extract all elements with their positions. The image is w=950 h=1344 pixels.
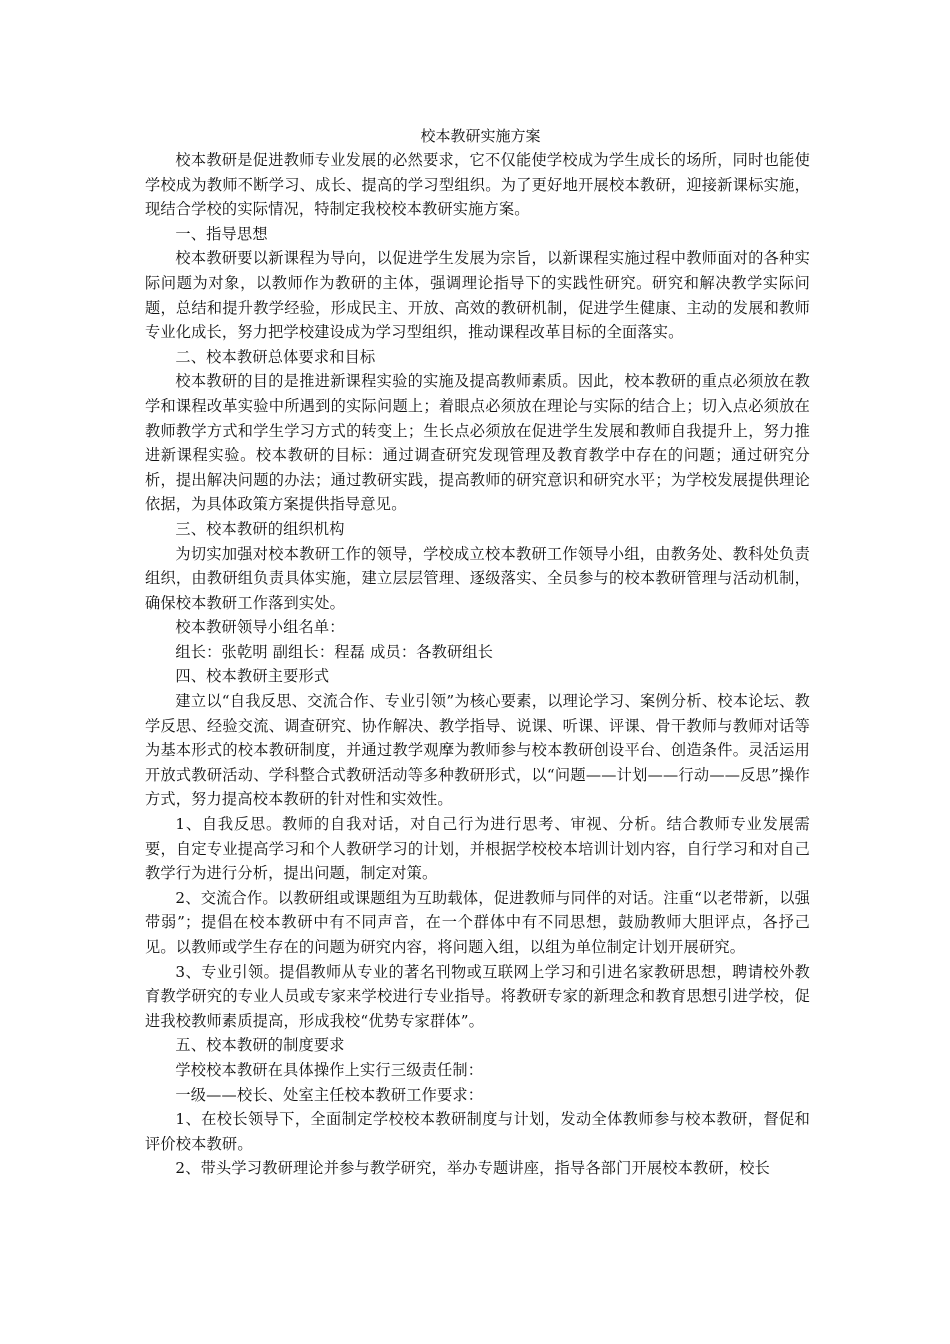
body-paragraph: 2、带头学习教研理论并参与教学研究，举办专题讲座，指导各部门开展校本教研，校长 [175,1159,770,1178]
document-title: 校本教研实施方案 [420,127,541,145]
section-heading: 校本教研领导小组名单： [175,618,345,637]
section-heading: 学校校本教研在具体操作上实行三级责任制： [175,1060,484,1079]
body-paragraph: 1、自我反思。教师的自我对话，对自己行为进行思考、审视、分析。结合教师专业发展需要，自定专业提高学习和个人教研学习的计划，并根据学校校本培训计划内容，自行学习和对自己教学行为进行分析，提出问题，制定对策。 [145,815,810,883]
body-paragraph: 校本教研是促进教师专业发展的必然要求，它不仅能使学校成为学生成长的场所，同时也能使学校成为教师不断学习、成长、提高的学习型组织。为了更好地开展校本教研，迎接新课标实施，现结合学校的实际情况，特制定我校校本教研实施方案。 [145,151,810,219]
body-paragraph: 1、在校长领导下，全面制定学校校本教研制度与计划，发动全体教师参与校本教研，督促和评价校本教研。 [145,1110,810,1153]
section-heading: 五、校本教研的制度要求 [175,1036,345,1055]
section-heading: 二、校本教研总体要求和目标 [175,347,376,366]
document-body [145,148,810,1181]
body-paragraph: 为切实加强对校本教研工作的领导，学校成立校本教研工作领导小组，由教务处、教科处负责组织，由教研组负责具体实施，建立层层管理、逐级落实、全员参与的校本教研管理与活动机制，确保校本教研工作落到实处。 [145,544,810,612]
section-heading: 四、校本教研主要形式 [175,667,330,686]
body-paragraph: 校本教研的目的是推进新课程实验的实施及提高教师素质。因此，校本教研的重点必须放在教学和课程改革实验中所遇到的实际问题上；着眼点必须放在理论与实际的结合上；切入点必须放在教师教学方式和学生学习方式的转变上；生长点必须放在促进学生发展和教师自我提升上，努力推进新课程实验。校本教研的目标：通过调查研究发现管理及教育教学中存在的问题；通过研究分析，提出解决问题的办法；通过教研实践，提高教师的研究意识和研究水平；为学校发展提供理论依据，为具体政策方案提供指导意见。 [145,372,810,514]
body-paragraph: 3、专业引领。提倡教师从专业的著名刊物或互联网上学习和引进名家教研思想，聘请校外教育教学研究的专业人员或专家来学校进行专业指导。将教研专家的新理念和教育思想引进学校，促进我校教师素质提高，形成我校“优势专家群体”。 [145,962,810,1030]
section-heading: 一、指导思想 [175,224,268,243]
section-heading: 三、校本教研的组织机构 [175,519,345,538]
body-paragraph: 校本教研要以新课程为导向，以促进学生发展为宗旨，以新课程实施过程中教师面对的各种实际问题为对象，以教师作为教研的主体，强调理论指导下的实践性研究。研究和解决教学实际问题，总结和提升教学经验，形成民主、开放、高效的教研机制，促进学生健康、主动的发展和教师专业化成长，努力把学校建设成为学习型组织，推动课程改革目标的全面落实。 [145,249,810,342]
document-page [145,124,810,1181]
section-heading: 组长：张乾明 副组长：程磊 成员：各教研组长 [175,642,494,661]
body-paragraph: 建立以“自我反思、交流合作、专业引领”为核心要素，以理论学习、案例分析、校本论坛、教学反思、经验交流、调查研究、协作解决、教学指导、说课、听课、评课、骨干教师与教师对话等为基本形式的校本教研制度，并通过教学观摩为教师参与校本教研创设平台、创造条件。灵活运用开放式教研活动、学科整合式教研活动等多种教研形式，以“问题——计划——行动——反思”操作方式，努力提高校本教研的针对性和实效性。 [145,692,810,809]
section-heading: 一级——校长、处室主任校本教研工作要求： [175,1085,484,1104]
body-paragraph: 2、交流合作。以教研组或课题组为互助载体，促进教师与同伴的对话。注重“以老带新，以强带弱”；提倡在校本教研中有不同声音，在一个群体中有不同思想，鼓励教师大胆评点，各抒己见。以教师或学生存在的问题为研究内容，将问题入组，以组为单位制定计划开展研究。 [145,888,810,956]
